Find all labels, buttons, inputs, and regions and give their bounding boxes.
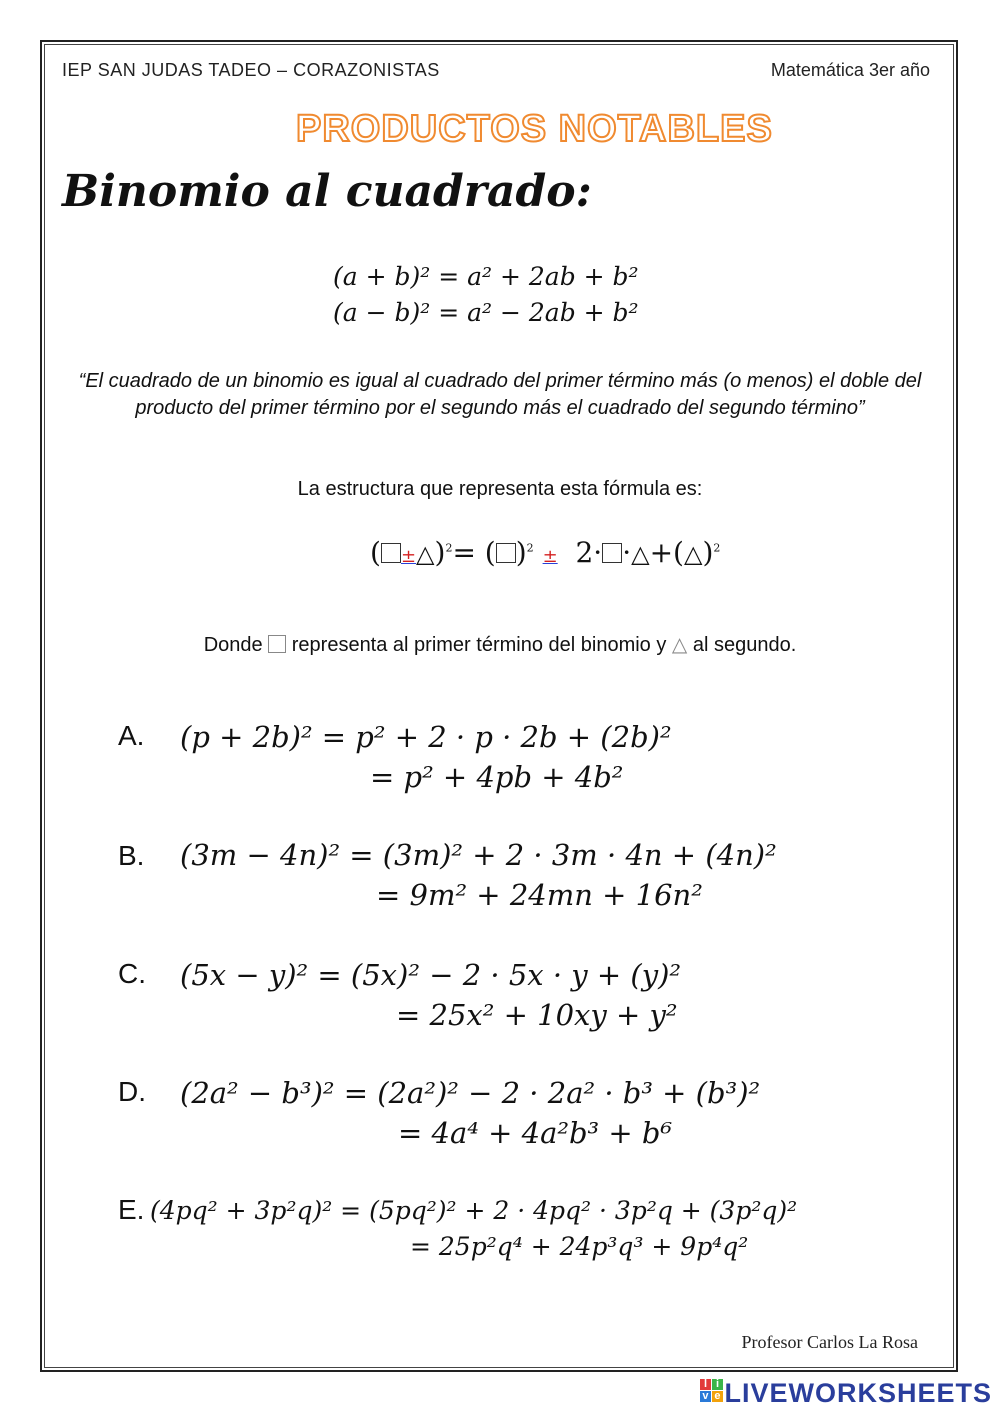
formula-difference: (a − b)² = a² − 2ab + b² bbox=[333, 298, 639, 327]
school-name: IEP SAN JUDAS TADEO – CORAZONISTAS bbox=[62, 60, 440, 80]
example-b-label: B. bbox=[118, 840, 145, 871]
example-e-label: E. bbox=[118, 1194, 145, 1225]
square-icon bbox=[268, 635, 286, 653]
definition-quote: “El cuadrado de un binomio es igual al cuadrado del primer término más (o menos) el doble del producto del primer término por el segundo más el cuadrado del segundo término” bbox=[78, 370, 922, 419]
structure-intro: La estructura que representa esta fórmula es: bbox=[297, 478, 703, 500]
example-d-line2: = 4a⁴ + 4a²b³ + b⁶ bbox=[398, 1116, 673, 1150]
donde-part1: Donde bbox=[203, 634, 263, 656]
worksheet-title: PRODUCTOS NOTABLES bbox=[296, 108, 773, 150]
exponent: 2 bbox=[445, 541, 453, 555]
donde-part3: al segundo. bbox=[692, 634, 797, 656]
example-b-line2: = 9m² + 24mn + 16n² bbox=[376, 878, 703, 912]
brand-text: LIVEWORKSHEETS bbox=[724, 1378, 992, 1408]
section-subtitle: Binomio al cuadrado: bbox=[62, 166, 592, 217]
example-c-line1: (5x − y)² = (5x)² − 2 · 5x · y + (y)² bbox=[180, 958, 682, 992]
square-icon bbox=[381, 543, 401, 563]
example-d-label: D. bbox=[118, 1076, 146, 1107]
formula-sum: (a + b)² = a² + 2ab + b² bbox=[333, 262, 639, 291]
example-b-line1: (3m − 4n)² = (3m)² + 2 · 3m · 4n + (4n)² bbox=[180, 838, 777, 872]
brand-logo-icon: l i v e bbox=[702, 1378, 722, 1402]
plus-minus-sign: ± bbox=[542, 546, 558, 567]
square-icon bbox=[602, 543, 622, 563]
square-icon bbox=[496, 543, 516, 563]
triangle-icon: △ bbox=[416, 540, 435, 568]
two-times: 2· bbox=[575, 536, 603, 569]
page-inner-border bbox=[44, 44, 954, 1368]
exponent: 2 bbox=[526, 541, 534, 555]
structure-formula: ( ±△)$^2$= ( )$^2$ ± 2· ·△+(△)$^2$ bbox=[370, 536, 721, 569]
course-name: Matemática 3er año bbox=[770, 60, 930, 80]
example-e-line1: (4pq² + 3p²q)² = (5pq²)² + 2 · 4pq² · 3p²q + (3p²q)² bbox=[150, 1196, 798, 1225]
donde-sentence bbox=[0, 632, 1000, 657]
triangle-icon: △ bbox=[683, 540, 703, 568]
example-a-label: A. bbox=[118, 720, 145, 751]
example-a-line1: (p + 2b)² = p² + 2 · p · 2b + (2b)² bbox=[180, 720, 672, 754]
example-c-label: C. bbox=[118, 958, 146, 989]
triangle-icon: △ bbox=[631, 540, 650, 568]
plus-minus-sign: ± bbox=[400, 546, 417, 567]
exponent: 2 bbox=[713, 541, 721, 555]
triangle-icon: △ bbox=[671, 634, 688, 656]
example-c-line2: = 25x² + 10xy + y² bbox=[396, 998, 678, 1032]
brand-watermark bbox=[700, 1378, 992, 1409]
donde-part2: representa al primer término del binomio y bbox=[291, 634, 667, 656]
example-d-line1: (2a² − b³)² = (2a²)² − 2 · 2a² · b³ + (b³)² bbox=[180, 1076, 761, 1110]
teacher-signature: Profesor Carlos La Rosa bbox=[741, 1332, 918, 1352]
example-e-line2: = 25p²q⁴ + 24p³q³ + 9p⁴q² bbox=[410, 1232, 749, 1261]
example-a-line2: = p² + 4pb + 4b² bbox=[370, 760, 624, 794]
